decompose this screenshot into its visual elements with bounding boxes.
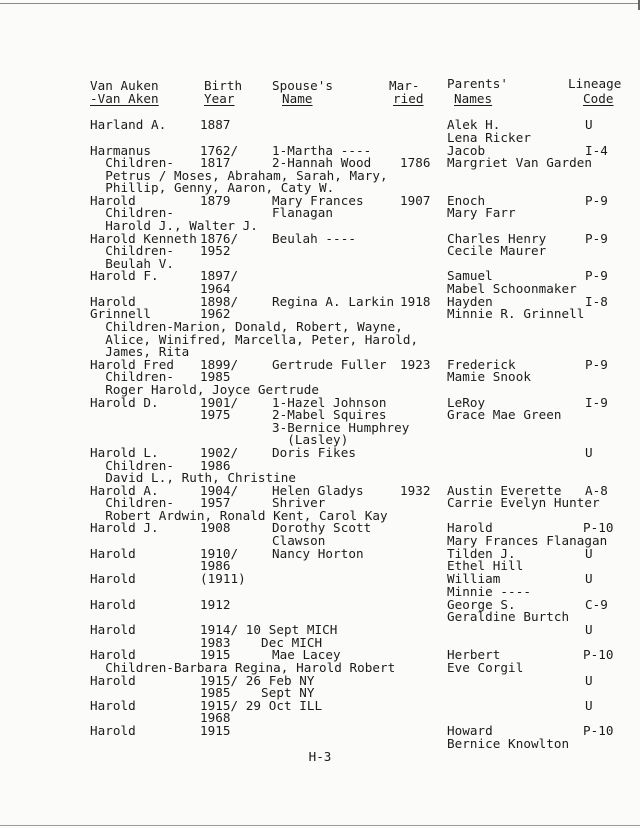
cell-parents: Austin Everette (447, 483, 562, 498)
cell-birth-year: 1915/ 29 Oct ILL (200, 698, 323, 713)
row-continuation-text: Children-Barbara Regina, Harold Robert (90, 660, 396, 675)
cell-parents: Lena Ricker (447, 130, 531, 145)
cell-parents: Minnie ---- (447, 584, 531, 599)
cell-lineage-code: C-9 (585, 597, 608, 612)
cell-parents: Herbert (447, 647, 501, 662)
cell-parents: Tilden J. (447, 546, 516, 561)
header-birth-line1: Birth (204, 78, 243, 93)
cell-lineage-code: P-10 (583, 647, 614, 662)
cell-birth-year: 1975 (200, 407, 231, 422)
cell-spouse: Shriver (272, 495, 326, 510)
cell-birth-year: 1898/ (200, 294, 239, 309)
page-number: H-3 (308, 749, 332, 764)
cell-parents: Mabel Schoonmaker (447, 281, 577, 296)
header-married-line2: ried (393, 91, 424, 106)
cell-parents: Bernice Knowlton (447, 736, 570, 751)
cell-name: Harold (90, 294, 136, 309)
cell-birth-year: 1957 (200, 495, 231, 510)
cell-spouse: Dorothy Scott (272, 520, 372, 535)
cell-lineage-code: P-9 (585, 193, 608, 208)
cell-married-year: 1907 (400, 193, 431, 208)
row-continuation-text: Beulah V. (90, 256, 174, 271)
cell-lineage-code: I-9 (585, 395, 608, 410)
cell-parents: Eve Corgil (447, 660, 524, 675)
cell-name: Harold J. (90, 520, 159, 535)
cell-name: Harold (90, 723, 136, 738)
cell-spouse: 2-Hannah Wood (272, 155, 372, 170)
cell-lineage-code: A-8 (585, 483, 608, 498)
cell-birth-year: 1902/ (200, 445, 239, 460)
cell-name: Harold Kenneth (90, 231, 197, 246)
cell-birth-year: 1879 (200, 193, 231, 208)
cell-spouse: Helen Gladys (272, 483, 364, 498)
cell-parents: William (447, 571, 501, 586)
row-continuation-text: David L., Ruth, Christine (90, 470, 297, 485)
row-continuation-text: Petrus / Moses, Abraham, Sarah, Mary, (90, 168, 388, 183)
cell-spouse: Gertrude Fuller (272, 357, 387, 372)
cell-birth-year: (1911) (200, 571, 246, 586)
cell-name: Harold (90, 673, 136, 688)
header-spouse-line2: Name (282, 91, 313, 106)
row-continuation-text: Harold J., Walter J. (90, 218, 258, 233)
cell-birth-year: 1904/ (200, 483, 239, 498)
cell-parents: Samuel (447, 268, 493, 283)
cell-birth-year: 1876/ (200, 231, 239, 246)
cell-spouse: Mae Lacey (272, 647, 341, 662)
cell-spouse: Clawson (272, 533, 326, 548)
cell-spouse: 2-Mabel Squires (272, 407, 387, 422)
cell-name: Harold (90, 571, 136, 586)
cell-birth-year: 1985 (200, 369, 231, 384)
cell-birth-year: 1915 (200, 723, 231, 738)
cell-married-year: 1786 (400, 155, 431, 170)
cell-birth-year: 1985 Sept NY (200, 685, 315, 700)
cell-spouse: 3-Bernice Humphrey (272, 420, 410, 435)
row-continuation-text: Alice, Winifred, Marcella, Peter, Harold, (90, 332, 419, 347)
cell-spouse: Regina A. Larkin (272, 294, 395, 309)
cell-parents: Mary Frances Flanagan (447, 533, 608, 548)
header-name-line2: -Van Aken (90, 91, 159, 106)
cell-name: Harmanus (90, 143, 152, 158)
cell-lineage-code: P-10 (583, 723, 614, 738)
cell-lineage-code: I-4 (585, 143, 608, 158)
cell-birth-year: 1912 (200, 597, 231, 612)
cell-name: Children- (90, 458, 174, 473)
cell-parents: LeRoy (447, 395, 486, 410)
cell-parents: Mary Farr (447, 205, 516, 220)
cell-birth-year: 1901/ (200, 395, 239, 410)
cell-parents: Alek H. (447, 117, 501, 132)
cell-lineage-code: U (585, 117, 593, 132)
cell-married-year: 1923 (400, 357, 431, 372)
cell-parents: George S. (447, 597, 516, 612)
cell-name: Harold A. (90, 483, 159, 498)
cell-lineage-code: U (585, 698, 593, 713)
cell-birth-year: 1762/ (200, 143, 239, 158)
cell-name: Children- (90, 205, 174, 220)
cell-birth-year: 1983 Dec MICH (200, 635, 323, 650)
cell-name: Harold Fred (90, 357, 174, 372)
header-name-line1: Van Auken (90, 78, 159, 93)
header-lineage-line1: Lineage (568, 76, 622, 91)
cell-parents: Carrie Evelyn Hunter (447, 495, 600, 510)
cell-birth-year: 1914/ 10 Sept MICH (200, 622, 338, 637)
cell-parents: Minnie R. Grinnell (447, 306, 585, 321)
cell-lineage-code: P-9 (585, 268, 608, 283)
row-continuation-text: Children-Marion, Donald, Robert, Wayne, (90, 319, 403, 334)
cell-spouse: Nancy Horton (272, 546, 364, 561)
cell-spouse: Doris Fikes (272, 445, 356, 460)
cell-birth-year: 1915 (200, 647, 231, 662)
cell-parents: Ethel Hill (447, 558, 524, 573)
cell-parents: Cecile Maurer (447, 243, 547, 258)
cell-parents: Howard (447, 723, 493, 738)
cell-spouse: (Lasley) (272, 432, 349, 447)
cell-lineage-code: I-8 (585, 294, 608, 309)
cell-lineage-code: P-9 (585, 357, 608, 372)
cell-name: Harland A. (90, 117, 167, 132)
cell-spouse: Flanagan (272, 205, 334, 220)
cell-lineage-code: U (585, 622, 593, 637)
header-birth-line2: Year (204, 91, 235, 106)
cell-birth-year: 1986 (200, 558, 231, 573)
cell-parents: Margriet Van Garden (447, 155, 593, 170)
header-married-line1: Mar- (389, 78, 420, 93)
cell-parents: Enoch (447, 193, 486, 208)
cell-birth-year: 1897/ (200, 268, 239, 283)
cell-name: Harold (90, 698, 136, 713)
cell-birth-year: 1887 (200, 117, 231, 132)
cell-name: Children- (90, 495, 174, 510)
cell-birth-year: 1910/ (200, 546, 239, 561)
row-continuation-text: Robert Ardwin, Ronald Kent, Carol Kay (90, 508, 388, 523)
cell-birth-year: 1952 (200, 243, 231, 258)
cell-spouse: Beulah ---- (272, 231, 356, 246)
cell-spouse: 1-Hazel Johnson (272, 395, 387, 410)
cell-name: Children- (90, 243, 174, 258)
cell-parents: Charles Henry (447, 231, 547, 246)
cell-parents: Jacob (447, 143, 486, 158)
header-lineage-line2: Code (583, 91, 614, 106)
cell-lineage-code: U (585, 546, 593, 561)
cell-birth-year: 1968 (200, 710, 231, 725)
cell-name: Harold L. (90, 445, 159, 460)
cell-lineage-code: P-10 (583, 520, 614, 535)
top-rule (0, 3, 640, 4)
cell-birth-year: 1964 (200, 281, 231, 296)
cell-married-year: 1932 (400, 483, 431, 498)
cell-name: Harold (90, 597, 136, 612)
cell-name: Harold (90, 622, 136, 637)
cell-birth-year: 1915/ 26 Feb NY (200, 673, 315, 688)
cell-parents: Geraldine Burtch (447, 609, 570, 624)
cell-birth-year: 1986 (200, 458, 231, 473)
row-continuation-text: James, Rita (90, 344, 190, 359)
cell-name: Harold F. (90, 268, 159, 283)
bottom-rule (0, 825, 640, 826)
cell-birth-year: 1817 (200, 155, 231, 170)
row-continuation-text: Phillip, Genny, Aaron, Caty W. (90, 180, 335, 195)
cell-name: Children- (90, 155, 174, 170)
cell-parents: Hayden (447, 294, 493, 309)
cell-name: Children- (90, 369, 174, 384)
cell-lineage-code: U (585, 445, 593, 460)
cell-birth-year: 1962 (200, 306, 231, 321)
cell-lineage-code: P-9 (585, 231, 608, 246)
cell-spouse: 1-Martha ---- (272, 143, 372, 158)
header-parents-line2: Names (454, 91, 493, 106)
cell-name: Harold (90, 647, 136, 662)
cell-married-year: 1918 (400, 294, 431, 309)
cell-parents: Grace Mae Green (447, 407, 562, 422)
cell-name: Harold (90, 546, 136, 561)
cell-spouse: Mary Frances (272, 193, 364, 208)
cell-parents: Harold (447, 520, 493, 535)
cell-parents: Mamie Snook (447, 369, 531, 384)
cell-birth-year: 1908 (200, 520, 231, 535)
header-spouse-line1: Spouse's (272, 78, 334, 93)
cell-parents: Frederick (447, 357, 516, 372)
cell-name: Harold D. (90, 395, 159, 410)
cell-lineage-code: U (585, 571, 593, 586)
row-continuation-text: Roger Harold, Joyce Gertrude (90, 382, 319, 397)
cell-lineage-code: U (585, 673, 593, 688)
cell-birth-year: 1899/ (200, 357, 239, 372)
cell-name: Grinnell (90, 306, 152, 321)
cell-name: Harold (90, 193, 136, 208)
header-parents-line1: Parents' (447, 76, 509, 91)
